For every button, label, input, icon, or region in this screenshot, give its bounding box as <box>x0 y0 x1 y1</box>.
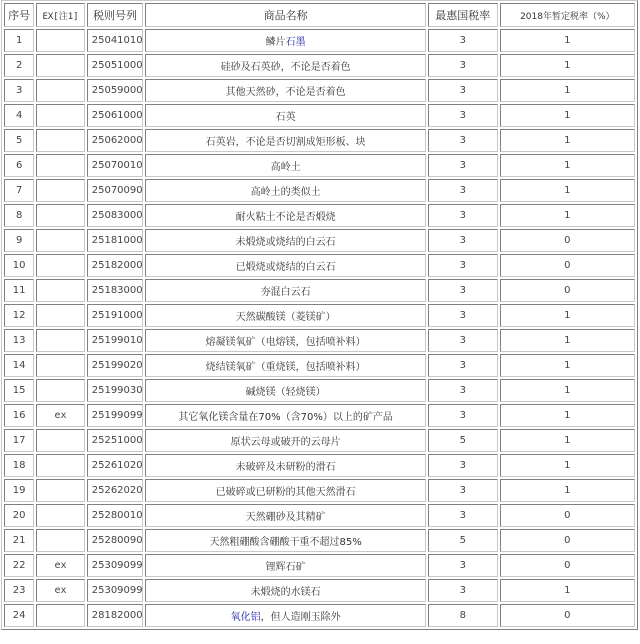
cell-ex <box>36 154 84 177</box>
cell-provisional-rate: 1 <box>500 54 635 77</box>
cell-product-name <box>145 354 426 377</box>
product-name-text: 锂辉石矿 <box>265 562 306 573</box>
cell-ex <box>36 379 84 402</box>
cell-mfn-rate: 3 <box>428 54 498 77</box>
cell-provisional-rate: 1 <box>500 354 635 377</box>
product-name-text: 原状云母或破开的云母片 <box>230 437 341 448</box>
tariff-table <box>1 0 638 630</box>
cell-index: 7 <box>4 179 34 202</box>
table-row <box>4 29 635 52</box>
cell-product-name <box>145 179 426 202</box>
cell-provisional-rate: 1 <box>500 179 635 202</box>
table-row <box>4 79 635 102</box>
cell-provisional-rate: 1 <box>500 204 635 227</box>
cell-mfn-rate: 3 <box>428 79 498 102</box>
cell-tariff-code: 25182000 <box>87 254 144 277</box>
table-row <box>4 304 635 327</box>
cell-index: 6 <box>4 154 34 177</box>
cell-mfn-rate: 3 <box>428 379 498 402</box>
product-name-text: 天然碳酸镁（菱镁矿） <box>235 312 336 323</box>
cell-ex <box>36 604 84 627</box>
cell-index: 22 <box>4 554 34 577</box>
cell-index: 1 <box>4 29 34 52</box>
product-name-text: 石英 <box>275 112 296 123</box>
cell-product-name <box>145 29 426 52</box>
cell-tariff-code: 25051000 <box>87 54 144 77</box>
product-name-text: 天然粗硼酸含硼酸干重不超过85% <box>209 537 362 548</box>
cell-tariff-code: 25059000 <box>87 79 144 102</box>
header-ex: EX[注1] <box>36 3 84 27</box>
cell-product-name <box>145 254 426 277</box>
table-row <box>4 129 635 152</box>
cell-product-name <box>145 79 426 102</box>
product-name-text: 夯混白云石 <box>260 287 311 298</box>
cell-index: 9 <box>4 229 34 252</box>
cell-tariff-code: 25191000 <box>87 304 144 327</box>
table-row <box>4 154 635 177</box>
cell-provisional-rate: 1 <box>500 404 635 427</box>
cell-tariff-code: 25062000 <box>87 129 144 152</box>
cell-index: 2 <box>4 54 34 77</box>
cell-ex <box>36 279 84 302</box>
cell-tariff-code: 25262020 <box>87 479 144 502</box>
cell-ex: ex <box>36 554 84 577</box>
cell-product-name <box>145 529 426 552</box>
cell-provisional-rate: 0 <box>500 504 635 527</box>
product-name-text: 未破碎及未研粉的滑石 <box>235 462 336 473</box>
cell-tariff-code: 25181000 <box>87 229 144 252</box>
header-mfn-rate: 最惠国税率 <box>428 3 498 27</box>
cell-tariff-code: 25199020 <box>87 354 144 377</box>
table-row <box>4 579 635 602</box>
cell-product-name <box>145 154 426 177</box>
cell-product-name <box>145 304 426 327</box>
cell-product-name <box>145 104 426 127</box>
table-row <box>4 604 635 627</box>
cell-ex <box>36 529 84 552</box>
cell-provisional-rate: 1 <box>500 329 635 352</box>
cell-mfn-rate: 3 <box>428 179 498 202</box>
cell-product-name <box>145 604 426 627</box>
product-name-text: 已破碎或已研粉的其他天然滑石 <box>215 487 356 498</box>
cell-provisional-rate: 0 <box>500 604 635 627</box>
cell-ex <box>36 179 84 202</box>
table-row <box>4 104 635 127</box>
cell-provisional-rate: 1 <box>500 79 635 102</box>
cell-mfn-rate: 3 <box>428 579 498 602</box>
cell-provisional-rate: 0 <box>500 254 635 277</box>
cell-product-name <box>145 204 426 227</box>
cell-product-name <box>145 454 426 477</box>
cell-ex <box>36 54 84 77</box>
product-name-link[interactable]: 氧化铝 <box>230 612 261 623</box>
table-row <box>4 429 635 452</box>
cell-index: 13 <box>4 329 34 352</box>
cell-index: 12 <box>4 304 34 327</box>
cell-product-name <box>145 129 426 152</box>
cell-ex: ex <box>36 404 84 427</box>
cell-mfn-rate: 3 <box>428 504 498 527</box>
cell-mfn-rate: 3 <box>428 279 498 302</box>
table-row <box>4 229 635 252</box>
cell-provisional-rate: 1 <box>500 304 635 327</box>
cell-index: 3 <box>4 79 34 102</box>
table-row <box>4 529 635 552</box>
header-name: 商品名称 <box>145 3 426 27</box>
table-row <box>4 204 635 227</box>
table-row <box>4 179 635 202</box>
table-row <box>4 554 635 577</box>
product-name-text: 烧结镁氧矿（重烧镁，包括喷补料） <box>205 362 366 373</box>
cell-index: 10 <box>4 254 34 277</box>
cell-tariff-code: 25070010 <box>87 154 144 177</box>
cell-product-name <box>145 579 426 602</box>
product-name-text: 石英岩，不论是否切割成矩形板、块 <box>205 137 366 148</box>
cell-ex <box>36 254 84 277</box>
cell-index: 18 <box>4 454 34 477</box>
cell-mfn-rate: 3 <box>428 329 498 352</box>
table-row <box>4 379 635 402</box>
product-name-link[interactable]: 石墨 <box>285 37 306 48</box>
cell-product-name <box>145 54 426 77</box>
cell-ex <box>36 29 84 52</box>
cell-index: 20 <box>4 504 34 527</box>
cell-ex <box>36 479 84 502</box>
cell-tariff-code: 25041010 <box>87 29 144 52</box>
product-name-text: 高岭土 <box>270 162 301 173</box>
header-provisional-rate: 2018年暂定税率（%） <box>500 3 635 27</box>
table-row <box>4 354 635 377</box>
table-row <box>4 504 635 527</box>
cell-product-name <box>145 479 426 502</box>
cell-mfn-rate: 3 <box>428 204 498 227</box>
product-name-text: 已煅烧或烧结的白云石 <box>235 262 336 273</box>
cell-mfn-rate: 5 <box>428 429 498 452</box>
cell-provisional-rate: 0 <box>500 554 635 577</box>
cell-index: 5 <box>4 129 34 152</box>
cell-mfn-rate: 3 <box>428 129 498 152</box>
cell-product-name <box>145 379 426 402</box>
cell-provisional-rate: 0 <box>500 229 635 252</box>
cell-tariff-code: 25183000 <box>87 279 144 302</box>
cell-provisional-rate: 1 <box>500 104 635 127</box>
cell-product-name <box>145 404 426 427</box>
cell-index: 8 <box>4 204 34 227</box>
table-row <box>4 254 635 277</box>
cell-provisional-rate: 1 <box>500 29 635 52</box>
cell-mfn-rate: 3 <box>428 404 498 427</box>
cell-mfn-rate: 3 <box>428 554 498 577</box>
cell-index: 24 <box>4 604 34 627</box>
cell-ex <box>36 304 84 327</box>
cell-provisional-rate: 1 <box>500 379 635 402</box>
cell-tariff-code: 25199099 <box>87 404 144 427</box>
header-index: 序号 <box>4 3 34 27</box>
cell-ex <box>36 504 84 527</box>
cell-product-name <box>145 504 426 527</box>
cell-mfn-rate: 3 <box>428 454 498 477</box>
cell-mfn-rate: 3 <box>428 229 498 252</box>
cell-ex <box>36 79 84 102</box>
cell-provisional-rate: 0 <box>500 279 635 302</box>
cell-mfn-rate: 5 <box>428 529 498 552</box>
cell-provisional-rate: 1 <box>500 454 635 477</box>
cell-product-name <box>145 429 426 452</box>
table-row <box>4 54 635 77</box>
product-name-text: 未煅烧或烧结的白云石 <box>235 237 336 248</box>
cell-mfn-rate: 8 <box>428 604 498 627</box>
cell-tariff-code: 25251000 <box>87 429 144 452</box>
cell-provisional-rate: 1 <box>500 579 635 602</box>
cell-index: 4 <box>4 104 34 127</box>
product-name-text: 耐火粘土不论是否煅烧 <box>235 212 336 223</box>
cell-mfn-rate: 3 <box>428 154 498 177</box>
cell-tariff-code: 28182000 <box>87 604 144 627</box>
cell-index: 15 <box>4 379 34 402</box>
product-name-text: 硅砂及石英砂，不论是否着色 <box>220 62 351 73</box>
product-name-text: 天然硼砂及其精矿 <box>245 512 326 523</box>
cell-provisional-rate: 0 <box>500 529 635 552</box>
cell-index: 23 <box>4 579 34 602</box>
cell-ex: ex <box>36 579 84 602</box>
cell-index: 14 <box>4 354 34 377</box>
cell-provisional-rate: 1 <box>500 429 635 452</box>
cell-index: 21 <box>4 529 34 552</box>
table-row <box>4 279 635 302</box>
product-name-text: 熔凝镁氧矿（电熔镁，包括喷补料） <box>205 337 366 348</box>
cell-tariff-code: 25199030 <box>87 379 144 402</box>
table-row <box>4 404 635 427</box>
cell-ex <box>36 354 84 377</box>
cell-index: 19 <box>4 479 34 502</box>
cell-mfn-rate: 3 <box>428 29 498 52</box>
cell-tariff-code: 25309099 <box>87 579 144 602</box>
cell-ex <box>36 229 84 252</box>
cell-tariff-code: 25061000 <box>87 104 144 127</box>
cell-provisional-rate: 1 <box>500 154 635 177</box>
cell-tariff-code: 25199010 <box>87 329 144 352</box>
cell-mfn-rate: 3 <box>428 254 498 277</box>
product-name-text: 碱烧镁（轻烧镁） <box>245 387 326 398</box>
cell-ex <box>36 454 84 477</box>
header-row <box>4 3 635 27</box>
cell-tariff-code: 25070090 <box>87 179 144 202</box>
product-name-text: 鳞片 <box>265 37 286 48</box>
cell-mfn-rate: 3 <box>428 304 498 327</box>
cell-tariff-code: 25261020 <box>87 454 144 477</box>
cell-ex <box>36 129 84 152</box>
cell-ex <box>36 204 84 227</box>
table-row <box>4 454 635 477</box>
cell-index: 11 <box>4 279 34 302</box>
cell-provisional-rate: 1 <box>500 479 635 502</box>
cell-product-name <box>145 279 426 302</box>
product-name-text: 高岭土的类似土 <box>250 187 321 198</box>
cell-tariff-code: 25083000 <box>87 204 144 227</box>
product-name-suffix: ，但人造刚玉除外 <box>260 612 341 623</box>
product-name-text: 未煅烧的水镁石 <box>250 587 321 598</box>
cell-ex <box>36 329 84 352</box>
cell-index: 17 <box>4 429 34 452</box>
cell-index: 16 <box>4 404 34 427</box>
cell-mfn-rate: 3 <box>428 104 498 127</box>
cell-tariff-code: 25280090 <box>87 529 144 552</box>
cell-tariff-code: 25309099 <box>87 554 144 577</box>
product-name-text: 其它氧化镁含量在70%（含70%）以上的矿产品 <box>178 412 393 423</box>
table-row <box>4 479 635 502</box>
cell-product-name <box>145 229 426 252</box>
header-code: 税则号列 <box>87 3 144 27</box>
cell-product-name <box>145 554 426 577</box>
product-name-text: 其他天然砂，不论是否着色 <box>225 87 346 98</box>
cell-ex <box>36 429 84 452</box>
cell-mfn-rate: 3 <box>428 479 498 502</box>
cell-ex <box>36 104 84 127</box>
table-body <box>4 29 635 627</box>
cell-tariff-code: 25280010 <box>87 504 144 527</box>
table-row <box>4 329 635 352</box>
cell-mfn-rate: 3 <box>428 354 498 377</box>
cell-product-name <box>145 329 426 352</box>
cell-provisional-rate: 1 <box>500 129 635 152</box>
